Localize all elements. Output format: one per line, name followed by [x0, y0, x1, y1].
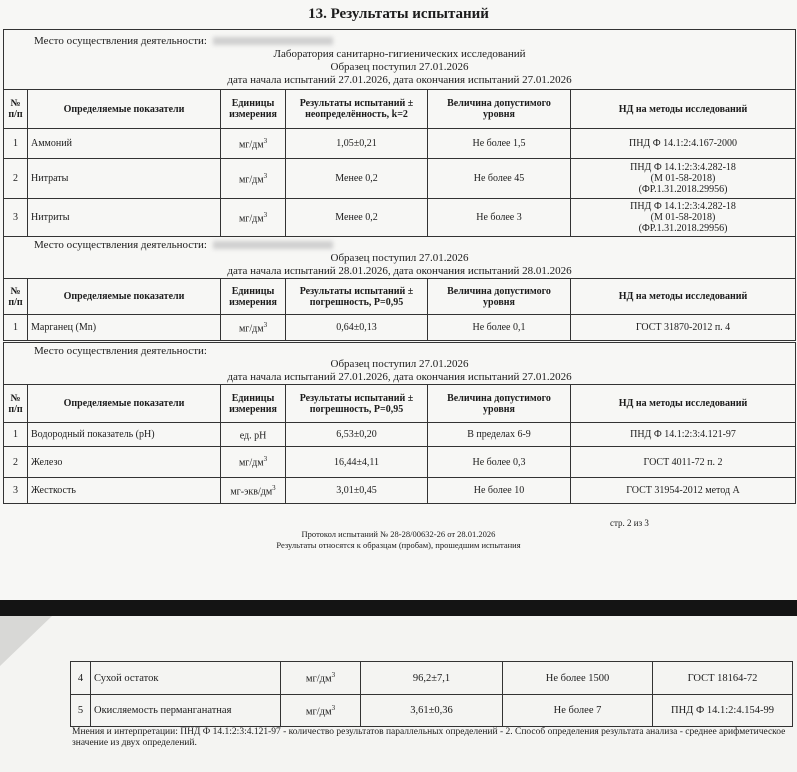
- nd-method: ПНД Ф 14.1:2:4.167-2000: [571, 129, 796, 159]
- results-table-section-3: [3, 342, 796, 504]
- col-header-num: № п/п: [4, 279, 28, 315]
- col-header-nd: НД на методы исследований: [571, 279, 796, 315]
- page-number: стр. 2 из 3: [610, 518, 649, 528]
- nd-method: ГОСТ 31954-2012 метод А: [571, 478, 796, 504]
- result-value: 3,01±0,45: [286, 478, 428, 504]
- col-header-param: Определяемые показатели: [28, 279, 221, 315]
- limit-value: Не более 1500: [503, 662, 653, 695]
- col-header-results: Результаты испытаний ± погрешность, P=0,95: [286, 279, 428, 315]
- col-header-units: Единицы измерения: [221, 385, 286, 423]
- param-name: Нитраты: [28, 159, 221, 199]
- nd-method: ПНД Ф 14.1:2:3:4.282-18 (М 01-58-2018) (ФР.1.31.2018.29956): [571, 199, 796, 237]
- limit-value: Не более 1,5: [428, 129, 571, 159]
- page-separator: [0, 600, 797, 616]
- test-dates: дата начала испытаний 27.01.2026, дата окончания испытаний 27.01.2026: [227, 73, 572, 86]
- activity-label: Место осуществления деятельности:: [34, 239, 207, 251]
- sample-date: Образец поступил 27.01.2026: [330, 252, 469, 264]
- table-row: 1 Марганец (Mn) $мг/дм^3$ 0,64±0,13 Не более 0,1 ГОСТ 31870-2012 п. 4: [4, 315, 796, 341]
- result-value: Менее 0,2: [286, 199, 428, 237]
- table-row: 1 Аммоний $мг/дм^3$ 1,05±0,21 Не более 1,5 ПНД Ф 14.1:2:4.167-2000: [4, 129, 796, 159]
- limit-value: Не более 7: [503, 695, 653, 727]
- table-row: 5 Окисляемость перманганатная $мг/дм^3$ 3,61±0,36 Не более 7 ПНД Ф 14.1:2:4.154-99: [71, 695, 793, 727]
- results-table-section-2: [3, 236, 796, 341]
- section-info: [4, 30, 796, 90]
- col-header-nd: НД на методы исследований: [571, 90, 796, 129]
- param-name: Железо: [28, 447, 221, 478]
- result-value: 16,44±4,11: [286, 447, 428, 478]
- unit-cell: $мг/дм^3$: [221, 199, 286, 237]
- unit-cell: $мг/дм^3$: [221, 159, 286, 199]
- unit-cell: ед. pH: [221, 423, 286, 447]
- col-header-units: Единицы измерения: [221, 90, 286, 129]
- nd-method: ПНД Ф 14.1:2:3:4.121-97: [571, 423, 796, 447]
- nd-method: ГОСТ 31870-2012 п. 4: [571, 315, 796, 341]
- results-table-continued: [70, 661, 793, 727]
- col-header-param: Определяемые показатели: [28, 90, 221, 129]
- interpretation-notes: Мнения и интерпретации: ПНД Ф 14.1:2:3:4.121-97 - количество результатов параллельных определений - 2. Способ определения результата анализа - среднее арифметическое значение из двух определений.: [72, 727, 786, 748]
- col-header-param: Определяемые показатели: [28, 385, 221, 423]
- col-header-limit: Величина допустимого уровня: [428, 279, 571, 315]
- table-row: 2 Нитраты $мг/дм^3$ Менее 0,2 Не более 45 ПНД Ф 14.1:2:3:4.282-18 (М 01-58-2018) (ФР.1.31.2018.29956): [4, 159, 796, 199]
- limit-value: В пределах 6-9: [428, 423, 571, 447]
- result-value: 1,05±0,21: [286, 129, 428, 159]
- lab-name: Лаборатория санитарно-гигиенических исследований: [273, 47, 526, 60]
- nd-method: ГОСТ 18164-72: [653, 662, 793, 695]
- section-info: [4, 343, 796, 385]
- param-name: Аммоний: [28, 129, 221, 159]
- page-title: 13. Результаты испытаний: [308, 6, 489, 22]
- result-value: 96,2±7,1: [361, 662, 503, 695]
- result-value: 6,53±0,20: [286, 423, 428, 447]
- limit-value: Не более 45: [428, 159, 571, 199]
- test-dates: дата начала испытаний 27.01.2026, дата окончания испытаний 27.01.2026: [227, 371, 572, 383]
- table-row: 3 Нитриты $мг/дм^3$ Менее 0,2 Не более 3 ПНД Ф 14.1:2:3:4.282-18 (М 01-58-2018) (ФР.1.31.2018.29956): [4, 199, 796, 237]
- col-header-results: Результаты испытаний ± погрешность, P=0,95: [286, 385, 428, 423]
- result-value: 3,61±0,36: [361, 695, 503, 727]
- col-header-limit: Величина допустимого уровня: [428, 90, 571, 129]
- col-header-units: Единицы измерения: [221, 279, 286, 315]
- results-note: Результаты относятся к образцам (пробам), прошедшим испытания: [276, 540, 521, 550]
- sample-date: Образец поступил 27.01.2026: [330, 358, 469, 370]
- limit-value: Не более 3: [428, 199, 571, 237]
- param-name: Окисляемость перманганатная: [91, 695, 281, 727]
- unit-cell: $мг-экв/дм^3$: [221, 478, 286, 504]
- sample-date: Образец поступил 27.01.2026: [330, 60, 469, 73]
- result-value: 0,64±0,13: [286, 315, 428, 341]
- col-header-num: № п/п: [4, 385, 28, 423]
- param-name: Сухой остаток: [91, 662, 281, 695]
- col-header-nd: НД на методы исследований: [571, 385, 796, 423]
- nd-method: ГОСТ 4011-72 п. 2: [571, 447, 796, 478]
- protocol-number: Протокол испытаний № 28-28/00632-26 от 28.01.2026: [301, 529, 496, 539]
- table-row: 3 Жесткость $мг-экв/дм^3$ 3,01±0,45 Не более 10 ГОСТ 31954-2012 метод А: [4, 478, 796, 504]
- redacted-address: [213, 37, 333, 45]
- col-header-limit: Величина допустимого уровня: [428, 385, 571, 423]
- param-name: Водородный показатель (pH): [28, 423, 221, 447]
- section-info: [4, 237, 796, 279]
- unit-cell: $мг/дм^3$: [281, 695, 361, 727]
- activity-label: Место осуществления деятельности:: [34, 34, 207, 47]
- col-header-results: Результаты испытаний ± неопределённость, k=2: [286, 90, 428, 129]
- param-name: Жесткость: [28, 478, 221, 504]
- col-header-num: № п/п: [4, 90, 28, 129]
- unit-cell: $мг/дм^3$: [221, 315, 286, 341]
- result-value: Менее 0,2: [286, 159, 428, 199]
- table-row: 4 Сухой остаток $мг/дм^3$ 96,2±7,1 Не более 1500 ГОСТ 18164-72: [71, 662, 793, 695]
- limit-value: Не более 10: [428, 478, 571, 504]
- limit-value: Не более 0,3: [428, 447, 571, 478]
- param-name: Марганец (Mn): [28, 315, 221, 341]
- limit-value: Не более 0,1: [428, 315, 571, 341]
- table-row: 2 Железо $мг/дм^3$ 16,44±4,11 Не более 0,3 ГОСТ 4011-72 п. 2: [4, 447, 796, 478]
- activity-label: Место осуществления деятельности:: [34, 345, 207, 357]
- folded-corner: [0, 616, 52, 666]
- unit-cell: $мг/дм^3$: [221, 129, 286, 159]
- nd-method: ПНД Ф 14.1:2:4.154-99: [653, 695, 793, 727]
- table-row: 1 Водородный показатель (pH) ед. pH 6,53±0,20 В пределах 6-9 ПНД Ф 14.1:2:3:4.121-97: [4, 423, 796, 447]
- unit-cell: $мг/дм^3$: [281, 662, 361, 695]
- results-table-section-1: [3, 29, 796, 237]
- unit-cell: $мг/дм^3$: [221, 447, 286, 478]
- protocol-footer: [0, 529, 797, 551]
- nd-method: ПНД Ф 14.1:2:3:4.282-18 (М 01-58-2018) (ФР.1.31.2018.29956): [571, 159, 796, 199]
- test-dates: дата начала испытаний 28.01.2026, дата окончания испытаний 28.01.2026: [227, 265, 572, 277]
- redacted-address: [213, 241, 333, 249]
- param-name: Нитриты: [28, 199, 221, 237]
